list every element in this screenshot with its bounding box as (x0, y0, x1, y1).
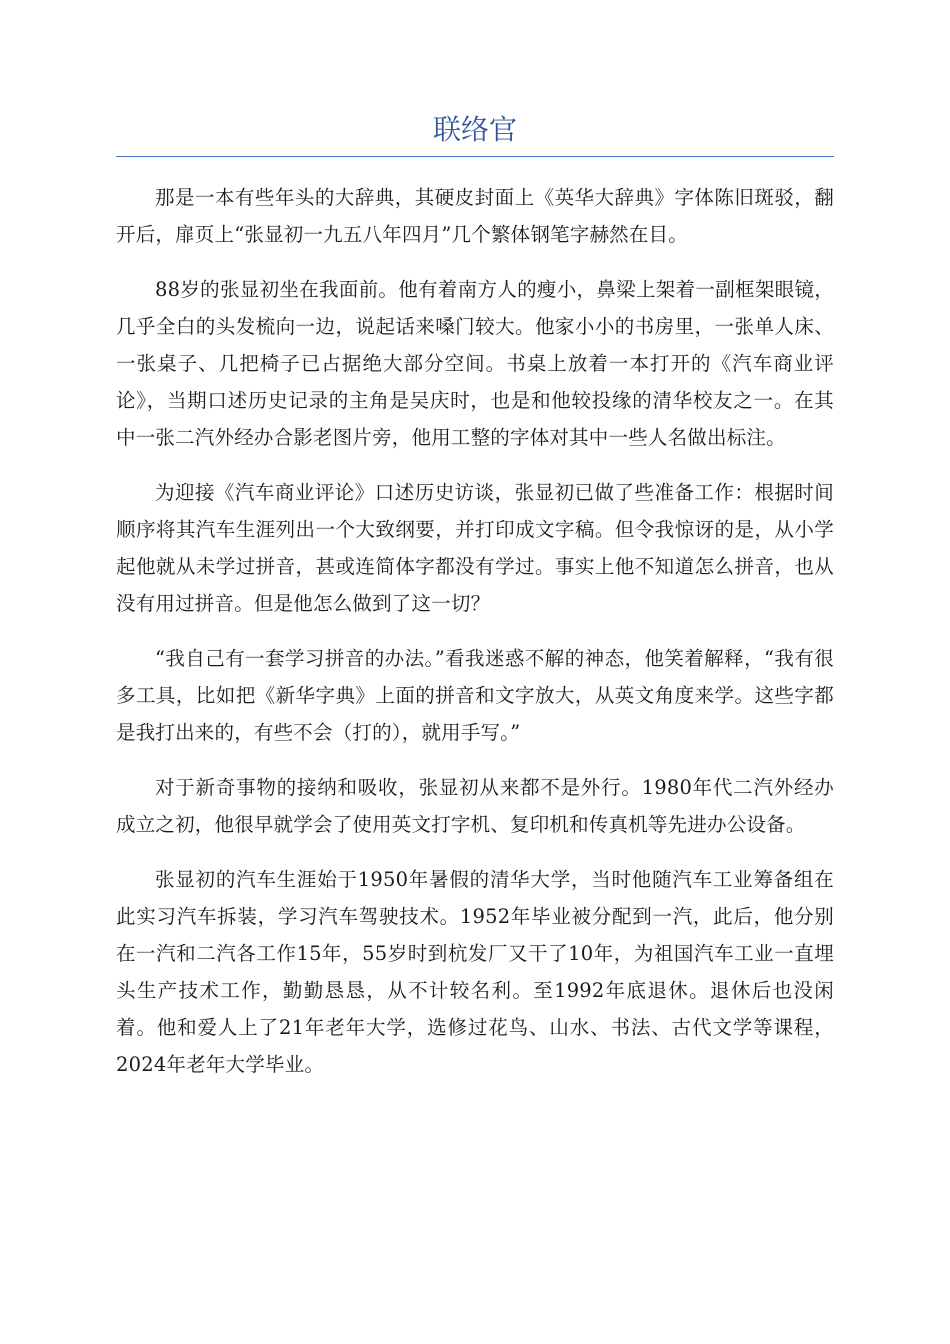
document-page (116, 108, 834, 1101)
paragraph-2: 88岁的张显初坐在我面前。他有着南方人的瘦小，鼻梁上架着一副框架眼镜，几乎全白的头发梳向一边，说起话来嗓门较大。他家小小的书房里，一张单人床、一张桌子、几把椅子已占据绝大部分空间。书桌上放着一本打开的《汽车商业评论》，当期口述历史记录的主角是吴庆时，也是和他较投缘的清华校友之一。在其中一张二汽外经办合影老图片旁，他用工整的字体对其中一些人名做出标注。 (116, 278, 834, 449)
paragraph-4: “我自己有一套学习拼音的办法。”看我迷惑不解的神态，他笑着解释，“我有很多工具，比如把《新华字典》上面的拼音和文字放大，从英文角度来学。这些字都是我打出来的，有些不会（打的），就用手写。” (116, 647, 834, 744)
paragraph-6: 张显初的汽车生涯始于1950年暑假的清华大学，当时他随汽车工业筹备组在此实习汽车拆装，学习汽车驾驶技术。1952年毕业被分配到一汽，此后，他分别在一汽和二汽各工作15年，55岁时到杭发厂又干了10年，为祖国汽车工业一直埋头生产技术工作，勤勤恳恳，从不计较名利。至1992年底退休。退休后也没闲着。他和爱人上了21年老年大学，选修过花鸟、山水、书法、古代文学等课程，2024年老年大学毕业。 (116, 868, 834, 1076)
paragraph-3: 为迎接《汽车商业评论》口述历史访谈，张显初已做了些准备工作：根据时间顺序将其汽车生涯列出一个大致纲要，并打印成文字稿。但令我惊讶的是，从小学起他就从未学过拼音，甚或连简体字都没有学过。事实上他不知道怎么拼音，也从没有用过拼音。但是他怎么做到了这一切？ (116, 481, 834, 615)
title-underline (116, 156, 834, 157)
paragraph-1: 那是一本有些年头的大辞典，其硬皮封面上《英华大辞典》字体陈旧斑驳，翻开后，扉页上“张显初一九五八年四月”几个繁体钢笔字赫然在目。 (116, 186, 834, 246)
paragraph-5: 对于新奇事物的接纳和吸收，张显初从来都不是外行。1980年代二汽外经办成立之初，他很早就学会了使用英文打字机、复印机和传真机等先进办公设备。 (116, 776, 834, 836)
document-title: 联络官 (432, 113, 517, 146)
